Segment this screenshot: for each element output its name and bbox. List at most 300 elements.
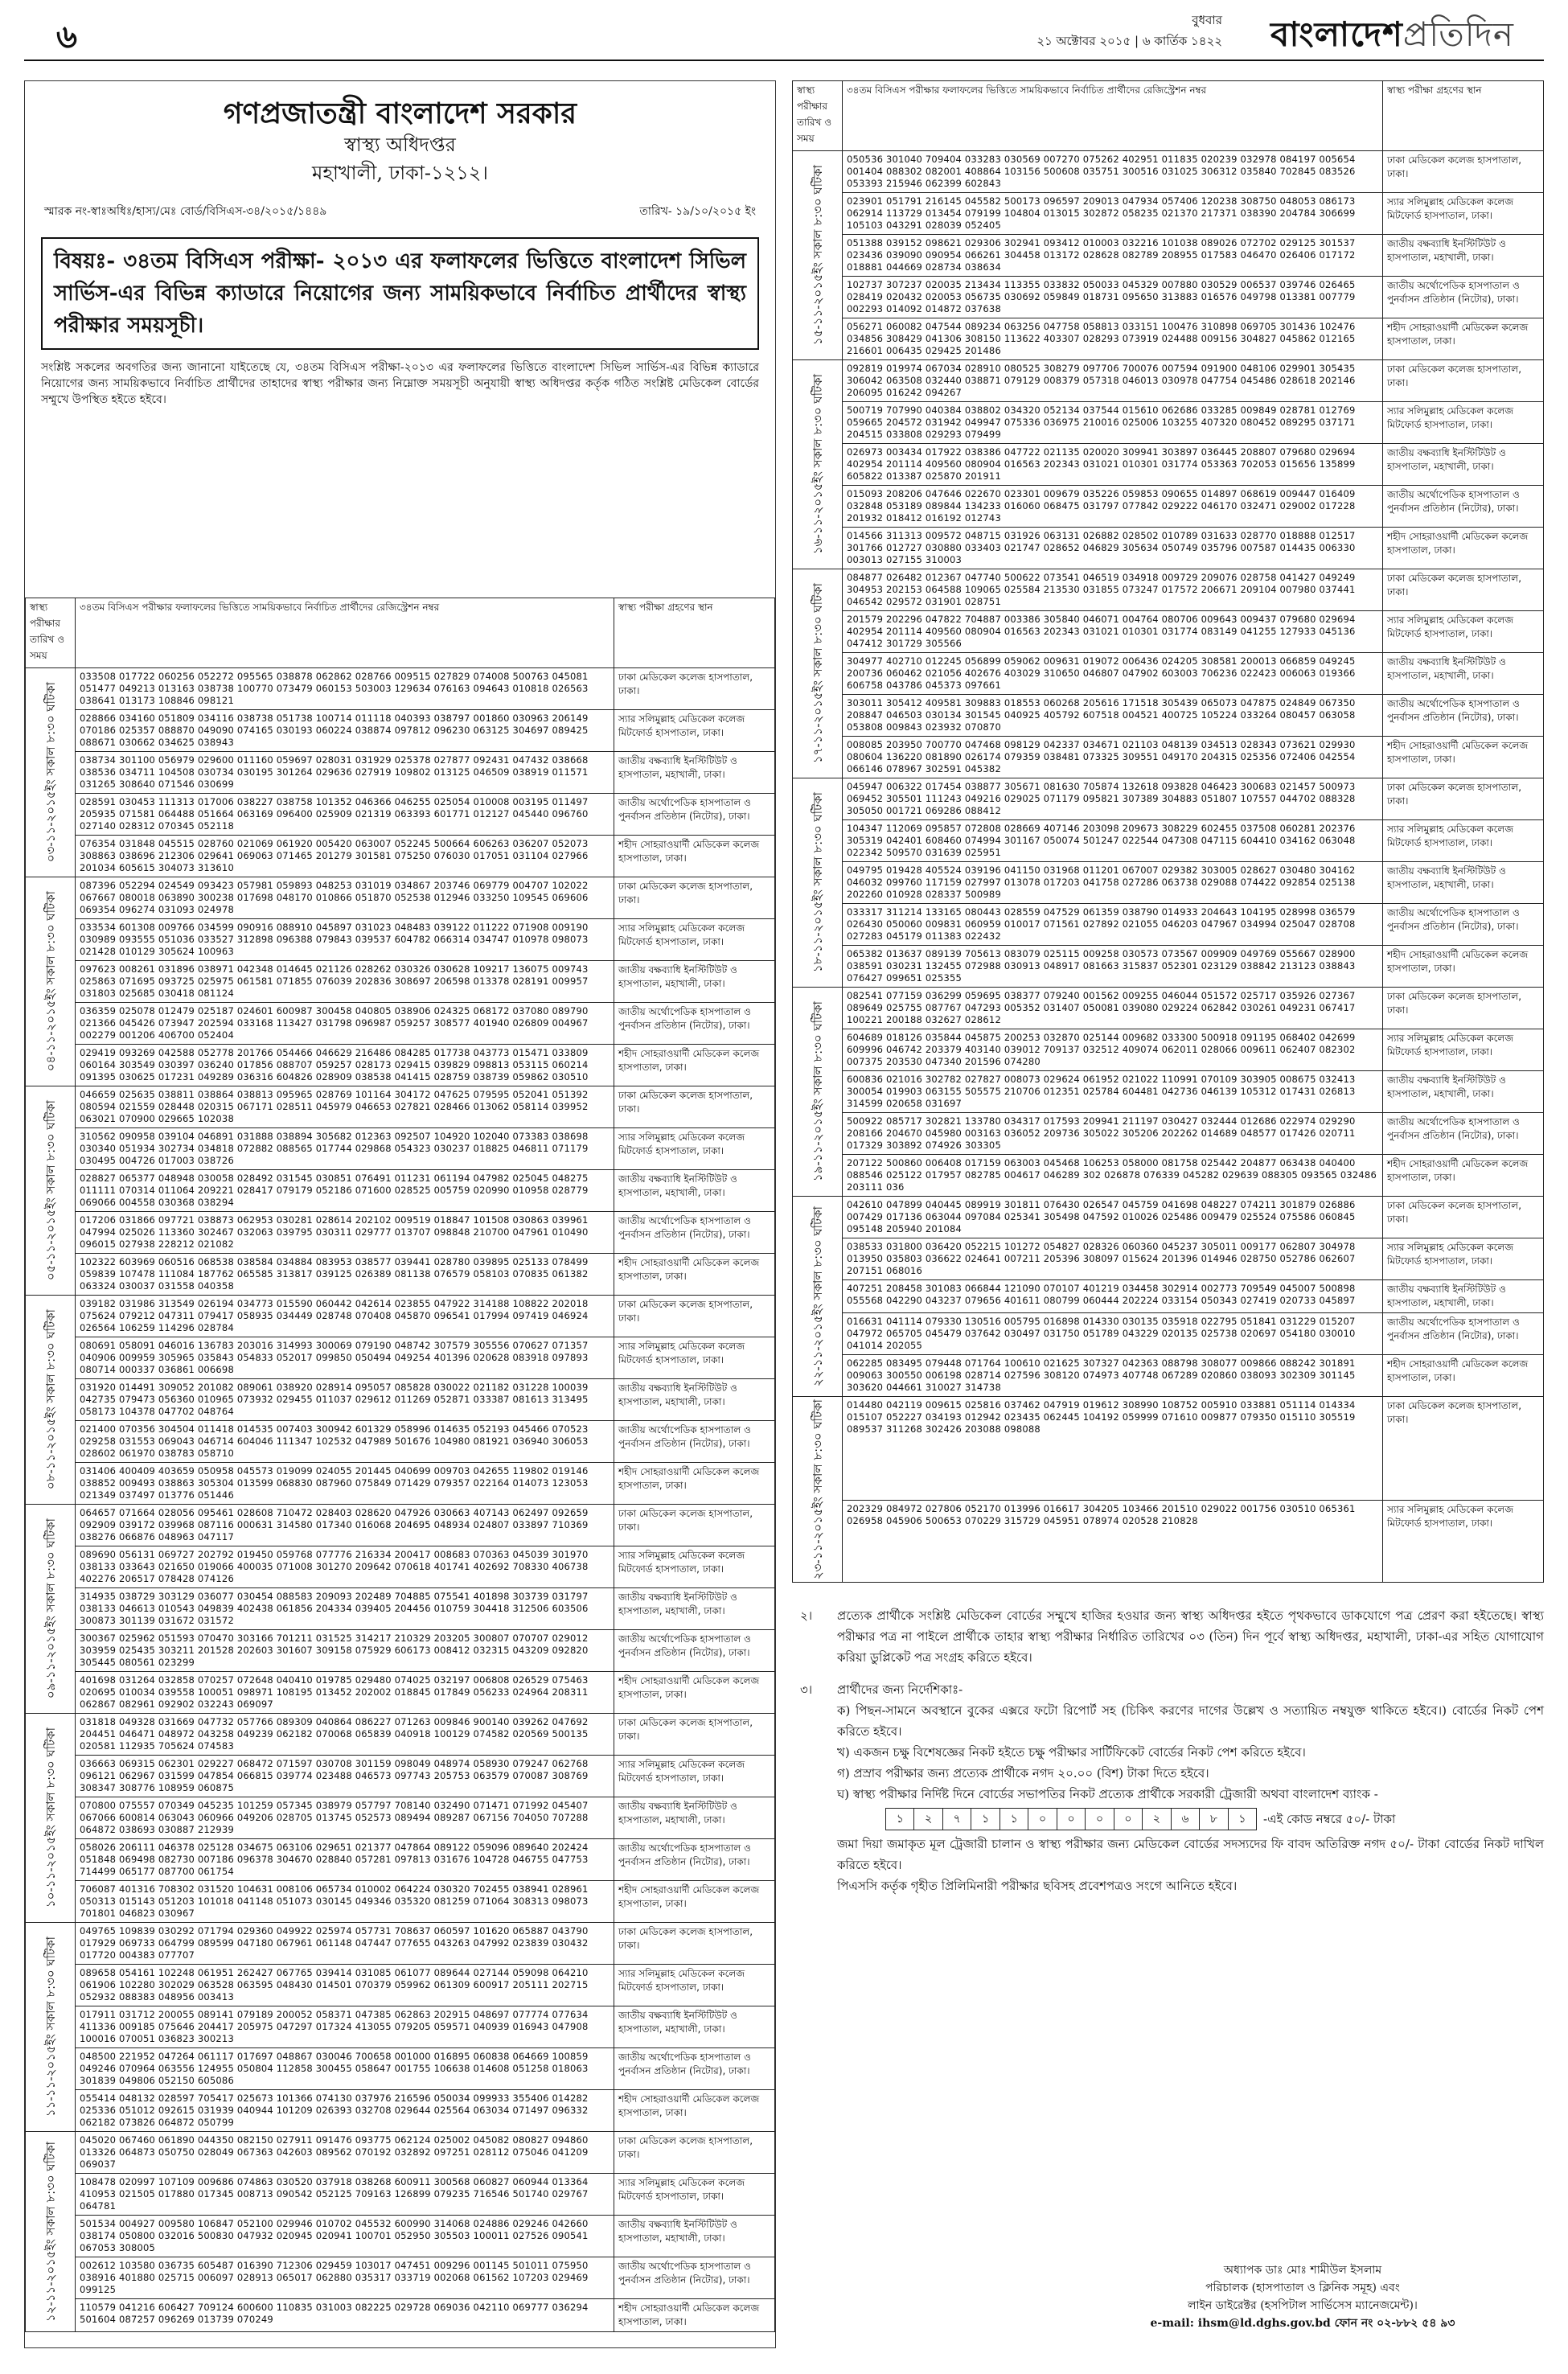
registration-numbers-cell [76, 2132, 614, 2174]
registration-numbers-cell [843, 1113, 1383, 1155]
registration-numbers: 036359 025078 012479 025187 024601 600987 300458 040805 038906 024325 068172 037080 089790 021366 045426 073947 202594 033168 113427 031798 096987 059257 308577 401940 026809 004967 002279 001206 406700 052404 [80, 1005, 589, 1041]
code-digit: ০ [1057, 1809, 1086, 1830]
code-digit: ৮ [1200, 1809, 1228, 1830]
registration-numbers: 031406 400409 403659 050958 045573 019099 024055 201445 040699 009703 042655 119802 019146 038852 009493 038863 305304 013599 068830 087960 075849 071429 079357 022164 014073 123053 021349 037497 013776 051446 [80, 1465, 589, 1501]
registration-numbers: 082541 077159 036299 059695 038377 079240 001562 009255 046044 051572 025717 035926 027367 089649 025755 087767 047293 005352 031407 050081 039080 029224 062842 030261 049231 067417 100221 200188 032627 028612 [847, 990, 1356, 1025]
header-reg: ৩৪তম বিসিএস পরীক্ষার ফলাফলের ভিত্তিতে সাময়িকভাবে নির্বাচিত প্রার্থীদের রেজিস্ট্রেশন নম্বর [76, 598, 614, 668]
table-row [26, 1839, 775, 1881]
exam-venue: জাতীয় অর্থোপেডিক হাসপাতাল ও পুনর্বাসন প্রতিষ্ঠান (নিটোর), ঢাকা। [614, 1212, 775, 1254]
notes-section [792, 1605, 1544, 1896]
exam-venue: জাতীয় বক্ষব্যাধি ইনস্টিটিউট ও হাসপাতাল, মহাখালী, ঢাকা। [1383, 444, 1544, 486]
exam-date-cell [26, 877, 76, 1086]
exam-venue: জাতীয় বক্ষব্যাধি ইনস্টিটিউট ও হাসপাতাল, মহাখালী, ঢাকা। [1383, 653, 1544, 695]
registration-numbers-cell [76, 1379, 614, 1421]
registration-numbers: 042610 047899 040445 089919 301811 076430 026547 045759 041698 048227 074211 301879 026886 007429 017136 063044 097084 025341 305498 047592 010026 025486 009479 025524 075586 060845 095148 205940 201084 [847, 1199, 1356, 1234]
table-row [26, 1881, 775, 1923]
table-header-row [26, 598, 775, 668]
exam-date-cell [26, 1923, 76, 2132]
table-row [26, 961, 775, 1003]
exam-venue: স্যার সলিমুল্লাহ মেডিকেল কলেজ মিটফোর্ড হাসপাতাল, ঢাকা। [614, 1756, 775, 1797]
registration-numbers-cell [76, 1212, 614, 1254]
exam-venue: ঢাকা মেডিকেল কলেজ হাসপাতাল, ঢাকা। [1383, 988, 1544, 1029]
registration-numbers: 056271 060082 047544 089234 063256 047758 058813 033151 100476 310898 069705 301436 102476 034856 308429 041306 308150 113622 403307 028293 073919 024488 009156 304827 045862 012165 216601 006435 029425 201486 [847, 321, 1356, 356]
exam-venue: জাতীয় বক্ষব্যাধি ইনস্টিটিউট ও হাসপাতাল, মহাখালী, ঢাকা। [1383, 862, 1544, 904]
registration-numbers: 108478 020997 107109 009686 074863 030520 037918 038268 600911 300568 060827 060944 013364 410953 021505 017880 017345 008713 090542 052125 709163 126899 079235 716546 501740 029767 064781 [80, 2176, 589, 2212]
exam-venue: শহীদ সোহরাওয়ার্দী মেডিকেল কলেজ হাসপাতাল, ঢাকা। [614, 836, 775, 877]
exam-venue: শহীদ সোহরাওয়ার্দী মেডিকেল কলেজ হাসপাতাল, ঢাকা। [614, 2090, 775, 2132]
registration-numbers-cell [76, 1296, 614, 1337]
exam-venue: ঢাকা মেডিকেল কলেজ হাসপাতাল, ঢাকা। [1383, 360, 1544, 402]
table-row [793, 778, 1544, 820]
table-row [26, 1714, 775, 1756]
table-row [26, 1045, 775, 1086]
table-row [793, 653, 1544, 695]
table-row [26, 2299, 775, 2332]
instruction-psc: পিএসসি কর্তৃক গৃহীত প্রিলিমিনারী পরীক্ষার ছবিসহ প্রবেশপত্রও সংগে আনিতে হইবে। [837, 1879, 1238, 1894]
registration-numbers: 033508 017722 060256 052272 095565 038878 062862 028766 009515 027829 074008 500763 045081 051477 049213 013163 038738 100770 073479 060153 503003 129634 076163 094643 010818 026563 038641 013173 108846 098121 [80, 671, 589, 706]
left-schedule-table-wrap [25, 598, 775, 2332]
exam-date: ০৪-১১-২০১৫ইং সকাল ৮:৩০ ঘটিকা [43, 891, 58, 1072]
registration-numbers-cell [76, 1337, 614, 1379]
instruction-kha: খ) একজন চক্ষু বিশেষজ্ঞের নিকট হইতে চক্ষু পরীক্ষার সার্টিফিকেট বোর্ডের নিকট পেশ করিতে হইবে। [837, 1745, 1306, 1760]
table-row [793, 695, 1544, 737]
right-schedule-table [792, 80, 1544, 1583]
exam-venue: ঢাকা মেডিকেল কলেজ হাসপাতাল, ঢাকা। [614, 1296, 775, 1337]
exam-date: ০৮-১১-২০১৫ইং সকাল ৮:৩০ ঘটিকা [43, 1309, 58, 1490]
registration-numbers: 300367 025962 051593 070470 303166 701211 031525 314217 210329 203205 300807 070707 029012 303959 025435 303211 201528 202603 301607 309158 075929 606173 008412 032315 043209 092820 305445 080561 023299 [80, 1633, 589, 1668]
registration-numbers-cell [843, 1029, 1383, 1071]
registration-numbers: 097623 008261 031896 038971 042348 014645 021126 028262 030326 030628 109217 136075 009743 025863 071695 093725 025975 061581 071855 076039 202836 308697 206598 013378 028191 009957 031803 025685 030418 081124 [80, 963, 589, 999]
exam-venue: স্যার সলিমুল্লাহ মেডিকেল কলেজ মিটফোর্ড হাসপাতাল, ঢাকা। [614, 1337, 775, 1379]
registration-numbers: 102322 603969 060516 068538 038584 034884 083953 038577 039441 028780 039895 025133 078499 059839 107478 111084 187762 065585 313817 039125 026389 081138 076579 058103 070835 061382 063324 030037 031558 040358 [80, 1256, 589, 1292]
table-header-row [793, 81, 1544, 151]
table-row [793, 151, 1544, 193]
exam-date-cell [793, 151, 843, 360]
registration-numbers-cell [76, 2090, 614, 2132]
exam-venue: স্যার সলিমুল্লাহ মেডিকেল কলেজ মিটফোর্ড হাসপাতাল, ঢাকা। [1383, 1501, 1544, 1583]
table-row [793, 444, 1544, 486]
exam-venue: জাতীয় বক্ষব্যাধি ইনস্টিটিউট ও হাসপাতাল, মহাখালী, ঢাকা। [1383, 1071, 1544, 1113]
table-row [793, 862, 1544, 904]
exam-venue: স্যার সলিমুল্লাহ মেডিকেল কলেজ মিটফোর্ড হাসপাতাল, ঢাকা। [614, 919, 775, 961]
table-row [26, 2048, 775, 2090]
table-row [793, 1280, 1544, 1313]
header-date: স্বাস্থ্য পরীক্ষার তারিখ ও সময় [793, 81, 843, 151]
exam-date-cell [26, 668, 76, 877]
instruction-gha: ঘ) স্বাস্থ্য পরীক্ষার নির্দিষ্ট দিনে বোর্ডের সভাপতির নিকট প্রত্যেক প্রার্থীকে সরকারী ট্রেজারী অথবা বাংলাদেশ ব্যাংক - [837, 1787, 1378, 1802]
exam-venue: স্যার সলিমুল্লাহ মেডিকেল কলেজ মিটফোর্ড হাসপাতাল, ঢাকা। [614, 1546, 775, 1588]
registration-numbers-cell [76, 1086, 614, 1128]
exam-venue: ঢাকা মেডিকেল কলেজ হাসপাতাল, ঢাকা। [614, 1714, 775, 1756]
exam-venue: স্যার সলিমুল্লাহ মেডিকেল কলেজ মিটফোর্ড হাসপাতাল, ঢাকা। [614, 1128, 775, 1170]
exam-venue: জাতীয় অর্থোপেডিক হাসপাতাল ও পুনর্বাসন প্রতিষ্ঠান (নিটোর), ঢাকা। [614, 2257, 775, 2299]
exam-venue: জাতীয় অর্থোপেডিক হাসপাতাল ও পুনর্বাসন প্রতিষ্ঠান (নিটোর), ঢাকা। [1383, 904, 1544, 946]
exam-venue: জাতীয় বক্ষব্যাধি ইনস্টিটিউট ও হাসপাতাল, মহাখালী, ঢাকা। [614, 1379, 775, 1421]
code-digit: ২ [914, 1809, 942, 1830]
exam-venue: ঢাকা মেডিকেল কলেজ হাসপাতাল, ঢাকা। [614, 2132, 775, 2174]
table-row [793, 737, 1544, 778]
registration-numbers-cell [843, 1071, 1383, 1113]
code-digit: ১ [886, 1809, 914, 1830]
department-name: স্বাস্থ্য অধিদপ্তর [344, 133, 456, 156]
table-row [26, 1337, 775, 1379]
table-row [793, 193, 1544, 235]
registration-numbers-cell [843, 235, 1383, 277]
exam-date-cell [793, 778, 843, 988]
table-row [26, 1505, 775, 1546]
exam-date: ১৮-১১-২০১৫ইং সকাল ৮:৩০ ঘটিকা [811, 792, 825, 973]
registration-numbers-cell [76, 2257, 614, 2299]
table-row [26, 1923, 775, 1965]
table-row [26, 1672, 775, 1714]
registration-numbers-cell [843, 360, 1383, 402]
code-digit: ৬ [1172, 1809, 1200, 1830]
exam-venue: ঢাকা মেডিকেল কলেজ হাসপাতাল, ঢাকা। [614, 877, 775, 919]
registration-numbers: 089658 054161 102248 061951 262427 067765 039414 031085 061077 089644 027144 059098 064210 061906 102280 302029 063528 063595 048430 014501 070379 059962 061309 600917 205111 202715 052932 088383 048956 003413 [80, 1967, 589, 2002]
exam-date-cell [793, 1197, 843, 1397]
registration-numbers: 046659 025635 038811 038864 038813 095965 028769 101164 304172 047625 079595 052041 051392 080594 021559 028448 020315 067171 028511 045979 046653 027821 028466 013062 058114 039952 063021 070900 029665 102038 [80, 1089, 589, 1124]
note-number: ৩। [800, 1682, 813, 1698]
exam-date-cell [26, 2132, 76, 2332]
table-row [26, 668, 775, 710]
registration-numbers-cell [843, 820, 1383, 862]
table-row [26, 1797, 775, 1839]
table-row [26, 1463, 775, 1505]
note-text: প্রত্যেক প্রার্থীকে সংশ্লিষ্ট মেডিকেল বোর্ডের সম্মুখে হাজির হওয়ার জন্য স্বাস্থ্য অধিদপ্তর হইতে পৃথকভাবে ডাকযোগে পত্র প্রেরণ করা হইতেছে। স্বাস্থ্য পরীক্ষার পত্র না পাইলে প্রার্থীকে তাহার স্বাস্থ্য পরীক্ষার নির্ধারিত তারিখের ০৩ (তিন) দিন পূর্বে স্বাস্থ্য অধিদপ্তর, মহাখালী, ঢাকা-এর সহিত যোগাযোগ করিয়া ডুপ্লিকেট পত্র সংগ্রহ করিতে হইবে। [837, 1608, 1544, 1665]
code-digit: ০ [1028, 1809, 1057, 1830]
notice-subject: বিষয়ঃ- ৩৪তম বিসিএস পরীক্ষা- ২০১৩ এর ফলাফলের ভিত্তিতে বাংলাদেশ সিভিল সার্ভিস-এর বিভিন্ন ক্যাডারে নিয়োগের জন্য সাময়িকভাবে নির্বাচিত প্রার্থীদের স্বাস্থ্য পরীক্ষার সময়সূচী। [41, 237, 759, 350]
table-row [26, 1379, 775, 1421]
exam-venue: জাতীয় অর্থোপেডিক হাসপাতাল ও পুনর্বাসন প্রতিষ্ঠান (নিটোর), ঢাকা। [1383, 1113, 1544, 1155]
registration-numbers-cell [76, 1630, 614, 1672]
table-row [793, 402, 1544, 444]
registration-numbers: 021400 070356 304504 011418 014535 007403 300942 601329 058996 014635 052193 045466 070523 029258 031553 069043 046714 604046 111347 102532 047989 501676 104980 081921 036940 306053 028602 061970 038783 058710 [80, 1423, 589, 1459]
table-row [793, 277, 1544, 318]
table-row [793, 1155, 1544, 1197]
code-digit: ০ [1114, 1809, 1143, 1830]
table-row [26, 1296, 775, 1337]
registration-numbers-cell [76, 2174, 614, 2216]
exam-venue: জাতীয় অর্থোপেডিক হাসপাতাল ও পুনর্বাসন প্রতিষ্ঠান (নিটোর), ঢাকা। [614, 1839, 775, 1881]
table-row [26, 2006, 775, 2048]
exam-date: ১৭-১১-২০১৫ইং সকাল ৮:৩০ ঘটিকা [811, 583, 825, 764]
registration-numbers: 049765 109839 030292 071794 029360 049922 025974 057731 708637 060597 101620 065887 043790 017929 069733 064799 089599 047180 067961 061148 047447 077655 043263 047992 023839 030432 017720 004383 077707 [80, 1925, 589, 1961]
registration-numbers-cell [76, 1714, 614, 1756]
department-address: মহাখালী, ঢাকা-১২১২। [312, 162, 488, 184]
registration-numbers: 023901 051791 216145 045582 500173 096597 209013 047934 057406 120238 308750 048053 086173 062914 113729 013454 079199 104804 013015 302872 058235 021370 217371 038390 204784 306699 105103 043291 028039 052405 [847, 195, 1356, 231]
code-tail: -এই কোড নম্বরে ৫০/- টাকা [1263, 1812, 1396, 1827]
registration-numbers-cell [76, 2006, 614, 2048]
table-row [793, 360, 1544, 402]
registration-numbers-cell [76, 1923, 614, 1965]
registration-numbers-cell [843, 1155, 1383, 1197]
exam-venue: ঢাকা মেডিকেল কলেজ হাসপাতাল, ঢাকা। [614, 1923, 775, 1965]
table-row [26, 877, 775, 919]
table-row [793, 1355, 1544, 1397]
registration-numbers: 026973 003434 017922 038386 047722 021135 020020 309941 303897 036445 208807 079680 029694 402954 201114 409560 080904 016563 202343 031021 010301 031774 053363 702053 015656 135899 605822 013387 025870 201911 [847, 446, 1356, 482]
registration-numbers: 104347 112069 095857 072808 028669 407146 203098 209673 308229 602455 037508 060281 202376 305319 042401 608460 074994 301167 050074 501247 022544 047308 047115 604410 034162 063048 022342 509570 031639 025951 [847, 823, 1356, 858]
registration-numbers: 076354 031848 045515 028760 021069 061920 005420 063007 052245 500664 606263 036207 052073 308863 038696 212306 029641 069063 071465 201279 301581 075250 076030 017051 031104 027966 201034 605615 304073 313610 [80, 838, 589, 873]
registration-numbers: 038734 301100 056979 029600 011160 059697 028031 031929 025378 027877 092431 047432 038668 038536 034711 104508 030734 030195 301264 029636 027919 109802 013125 046509 038919 011571 031265 308640 071546 030699 [80, 754, 589, 790]
registration-numbers-cell [843, 904, 1383, 946]
code-digit: ২ [1143, 1809, 1171, 1830]
exam-date-cell [26, 1086, 76, 1296]
exam-venue: ঢাকা মেডিকেল কলেজ হাসপাতাল, ঢাকা। [614, 1505, 775, 1546]
exam-venue: শহীদ সোহরাওয়ার্দী মেডিকেল কলেজ হাসপাতাল, ঢাকা। [1383, 528, 1544, 569]
signatory-name: অধ্যাপক ডাঃ মোঃ শামীউল ইসলাম [1223, 2264, 1382, 2277]
registration-numbers: 706087 401316 708302 031520 104631 008106 065734 010002 064224 030320 702455 038941 028961 050313 015143 051203 101018 041148 051073 030145 049346 035320 081259 071064 308313 098073 701801 046823 030967 [80, 1883, 589, 1919]
table-row [26, 1588, 775, 1630]
exam-date-cell [26, 1505, 76, 1714]
exam-venue: স্যার সলিমুল্লাহ মেডিকেল কলেজ মিটফোর্ড হাসপাতাল, ঢাকা। [614, 710, 775, 752]
registration-numbers-cell [843, 1197, 1383, 1238]
table-row [26, 1212, 775, 1254]
registration-numbers-cell [843, 946, 1383, 988]
registration-numbers-cell [76, 1128, 614, 1170]
instruction-ga: গ) প্রস্রাব পরীক্ষার জন্য প্রত্যেক প্রার্থীকে নগদ ২০.০০ (বিশ) টাকা দিতে হইবে। [837, 1766, 1209, 1781]
table-row [793, 1313, 1544, 1355]
exam-venue: শহীদ সোহরাওয়ার্দী মেডিকেল কলেজ হাসপাতাল, ঢাকা। [1383, 1155, 1544, 1197]
registration-numbers: 051388 039152 098621 029306 302941 093412 010003 032216 101038 089026 072702 029125 301537 023436 039090 090954 066261 304458 013172 028628 082789 208955 017583 046470 026406 017172 018881 044669 028734 038634 [847, 237, 1356, 273]
table-row [793, 820, 1544, 862]
registration-numbers-cell [76, 961, 614, 1003]
registration-numbers: 028827 065377 048948 030058 028492 031545 030851 076491 011231 061194 047982 025045 048275 011111 070314 011064 209221 028417 079179 052186 071600 028525 005759 020990 010958 028779 069066 004558 030368 038294 [80, 1173, 589, 1208]
registration-numbers-cell [76, 1003, 614, 1045]
exam-date-cell [793, 1397, 843, 1583]
exam-venue: জাতীয় বক্ষব্যাধি ইনস্টিটিউট ও হাসপাতাল, মহাখালী, ঢাকা। [614, 752, 775, 794]
exam-venue: ঢাকা মেডিকেল কলেজ হাসপাতাল, ঢাকা। [614, 668, 775, 710]
registration-numbers: 303011 305412 409581 309883 018553 060268 205616 171518 305439 065073 047875 024849 067350 208847 046503 030134 301545 040925 405792 607518 004521 400725 105224 033264 080457 063058 053808 009843 023932 070870 [847, 697, 1356, 733]
registration-numbers: 084877 026482 012367 047740 500622 073541 046519 034918 009729 209076 028758 041427 049249 304953 202153 064588 109065 025584 213530 031855 073247 017572 206671 209104 007980 037441 046542 029572 031901 028751 [847, 572, 1356, 607]
exam-venue: শহীদ সোহরাওয়ার্দী মেডিকেল কলেজ হাসপাতাল, ঢাকা। [1383, 737, 1544, 778]
registration-numbers-cell [76, 752, 614, 794]
exam-venue: জাতীয় অর্থোপেডিক হাসপাতাল ও পুনর্বাসন প্রতিষ্ঠান (নিটোর), ঢাকা। [1383, 695, 1544, 737]
registration-numbers: 028866 034160 051809 034116 038738 051738 100714 011118 040393 038797 001860 030963 206149 070186 025357 088870 049090 074165 030193 060224 038874 097812 096230 063125 304697 089425 088671 030662 034625 038943 [80, 713, 589, 748]
exam-date-cell [793, 569, 843, 778]
registration-numbers-cell [843, 1397, 1383, 1501]
government-title: গণপ্রজাতন্ত্রী বাংলাদেশ সরকার [223, 97, 577, 130]
registration-numbers-cell [76, 1546, 614, 1588]
exam-venue: স্যার সলিমুল্লাহ মেডিকেল কলেজ মিটফোর্ড হাসপাতাল, ঢাকা। [1383, 820, 1544, 862]
exam-venue: জাতীয় বক্ষব্যাধি ইনস্টিটিউট ও হাসপাতাল, মহাখালী, ঢাকা। [614, 961, 775, 1003]
exam-venue: জাতীয় বক্ষব্যাধি ইনস্টিটিউট ও হাসপাতাল, মহাখালী, ঢাকা। [614, 1797, 775, 1839]
registration-numbers-cell [843, 528, 1383, 569]
registration-numbers-cell [843, 1313, 1383, 1355]
registration-numbers-cell [843, 653, 1383, 695]
table-row [793, 988, 1544, 1029]
registration-numbers: 102737 307237 020035 213434 113355 033832 050033 045329 007880 030529 006537 039746 026465 028419 020432 020053 056735 030692 059849 018731 095650 313883 016576 049798 013381 007779 002293 014092 014872 037638 [847, 279, 1356, 314]
code-digit: ১ [971, 1809, 999, 1830]
registration-numbers: 202329 084972 027806 052170 013996 016617 304205 103466 201510 029022 001756 030510 065361 026958 045906 500653 070229 315729 045951 078974 020528 210828 [847, 1503, 1356, 1527]
instructions-title: প্রার্থীদের জন্য নির্দেশিকাঃ- [837, 1682, 963, 1698]
exam-venue: শহীদ সোহরাওয়ার্দী মেডিকেল কলেজ হাসপাতাল, ঢাকা। [614, 1254, 775, 1296]
registration-numbers: 314935 038729 303129 036077 030454 088583 209093 202489 704885 075541 401898 303739 031797 038133 046613 010543 049839 402438 061856 204334 039405 204456 010759 304418 312506 603506 300873 301139 031672 031572 [80, 1591, 589, 1626]
issue-day: বুধবার [1192, 13, 1222, 27]
table-row [26, 794, 775, 836]
exam-venue: শহীদ সোহরাওয়ার্দী মেডিকেল কলেজ হাসপাতাল, ঢাকা। [614, 1672, 775, 1714]
exam-venue: জাতীয় বক্ষব্যাধি ইনস্টিটিউট ও হাসপাতাল, মহাখালী, ঢাকা। [1383, 1280, 1544, 1313]
exam-venue: স্যার সলিমুল্লাহ মেডিকেল কলেজ মিটফোর্ড হাসপাতাল, ঢাকা। [614, 1965, 775, 2006]
header-date: স্বাস্থ্য পরীক্ষার তারিখ ও সময় [26, 598, 76, 668]
exam-venue: ঢাকা মেডিকেল কলেজ হাসপাতাল, ঢাকা। [1383, 1397, 1544, 1501]
registration-numbers: 014566 311313 009572 048715 031926 063131 026882 028502 010789 031633 028770 018888 012517 301766 012727 030880 033403 021747 028652 046829 305634 050749 035796 007587 014435 006330 003013 027155 310003 [847, 530, 1356, 565]
table-row [26, 2174, 775, 2216]
page-number: ৬ [56, 18, 78, 55]
registration-numbers: 039182 031986 313549 026194 034773 015590 060442 042614 023855 047922 314188 108822 202018 075624 079212 047311 079417 058935 034449 028748 070408 045870 096541 017994 097419 046924 026564 106259 114296 028784 [80, 1298, 589, 1333]
signature-block [1077, 2261, 1528, 2332]
registration-numbers: 070800 075557 070349 045235 101259 057345 038979 057797 708140 032490 071471 071992 045407 067066 600814 063043 060966 049206 028705 013745 052573 089494 089287 067156 704050 707288 064872 038693 030887 212939 [80, 1800, 589, 1835]
registration-numbers: 207122 500860 006408 017159 063003 045468 106253 058000 081758 025442 204877 063438 040400 088546 025122 017957 082785 004617 046289 302 026878 076339 045282 029639 088305 093565 032486 203111 036 [847, 1157, 1377, 1193]
registration-numbers: 050536 301040 709404 033283 030569 007270 075262 402951 011835 020239 032978 084197 005654 001404 088302 082001 408864 103156 500608 035751 300516 031025 306312 035840 702845 083526 053393 215946 062399 602843 [847, 154, 1356, 189]
table-row [793, 946, 1544, 988]
table-row [793, 235, 1544, 277]
logo-main: বাংলাদেশ [1270, 14, 1403, 54]
table-row [793, 1397, 1544, 1501]
registration-numbers: 033317 311214 133165 080443 028559 047529 061359 038790 014933 204643 104195 028998 036579 026430 050060 009831 060959 010017 071561 027892 021055 046203 047967 034994 025047 028708 027283 045179 011383 022432 [847, 906, 1356, 942]
exam-date-cell [26, 1714, 76, 1923]
table-row [793, 1029, 1544, 1071]
exam-date: ২৩-১১-২০১৫ইং সকাল ৮:৩০ ঘটিকা [811, 1399, 825, 1580]
exam-venue: জাতীয় অর্থোপেডিক হাসপাতাল ও পুনর্বাসন প্রতিষ্ঠান (নিটোর), ঢাকা। [614, 1003, 775, 1045]
registration-numbers: 031818 049328 031669 047732 057766 089309 040864 086227 071263 009846 900140 039262 047692 204451 046471 048972 043258 049239 062182 070068 065839 040918 100129 074582 020569 500135 020581 112935 705624 074583 [80, 1716, 589, 1752]
exam-venue: জাতীয় বক্ষব্যাধি ইনস্টিটিউট ও হাসপাতাল, মহাখালী, ঢাকা। [614, 2006, 775, 2048]
registration-numbers-cell [843, 737, 1383, 778]
registration-numbers: 201579 202296 047822 704887 003386 305840 046071 004764 080706 009643 009437 079680 029694 402954 201114 409560 080904 016563 202343 031021 010301 031774 083149 041255 127933 045136 047412 301729 305566 [847, 614, 1356, 649]
registration-numbers: 064657 071664 028056 095461 028608 710472 028403 028620 047926 030663 407143 062497 092659 092909 039172 039968 087116 000631 314580 017340 016068 204695 048934 024807 033897 710369 038276 066876 048963 047117 [80, 1507, 589, 1542]
left-schedule-table [25, 598, 775, 2332]
table-row [793, 318, 1544, 360]
exam-venue: স্যার সলিমুল্লাহ মেডিকেল কলেজ মিটফোর্ড হাসপাতাল, ঢাকা। [1383, 402, 1544, 444]
instruction-ka: ক) পিছন-সামনে অবস্থানে বুকের এক্সরে ফটো রিপোর্ট সহ (চিকিৎ করণের দাগের উল্লেখ ও সত্যায়িত নম্বযুক্ত থাকিতে হইবে।) বোর্ডের নিকট পেশ করিতে হইবে। [837, 1703, 1544, 1739]
registration-numbers-cell [843, 988, 1383, 1029]
registration-numbers: 501534 004927 009580 106847 052100 029946 010702 045532 600990 314068 024886 029246 042660 038174 050800 032016 500830 047932 020945 020941 100701 052950 305503 100011 027526 090541 067053 308005 [80, 2218, 589, 2253]
registration-numbers-cell [76, 1463, 614, 1505]
registration-numbers: 065382 013637 089139 705613 083079 025115 009258 030573 073567 009909 049769 055667 028900 038591 030231 132455 072988 030913 048917 081663 315837 052301 023129 038842 213123 038843 076427 099651 025355 [847, 948, 1356, 984]
registration-numbers: 029419 093269 042588 052778 201766 054466 046629 216486 084285 017738 043773 015471 033809 060164 303549 030397 036240 017856 088707 059257 028173 029415 039829 098813 053115 060214 091395 030625 017231 049289 036316 604826 028909 038538 041415 028759 038739 059862 030510 [80, 1047, 589, 1082]
registration-numbers-cell [843, 151, 1383, 193]
registration-numbers: 036663 069315 062301 029227 068472 071597 030708 301159 098049 048974 058930 079247 062768 096121 062967 031599 047854 066815 039774 023488 046573 097743 205753 063579 070087 308769 308347 308776 108959 060875 [80, 1758, 589, 1793]
table-row [26, 710, 775, 752]
exam-venue: স্যার সলিমুল্লাহ মেডিকেল কলেজ মিটফোর্ড হাসপাতাল, ঢাকা। [1383, 1238, 1544, 1280]
table-row [26, 2090, 775, 2132]
registration-numbers-cell [843, 1355, 1383, 1397]
table-row [26, 919, 775, 961]
exam-date: ০৫-১১-২০১৫ইং সকাল ৮:৩০ ঘটিকা [43, 1100, 58, 1281]
registration-numbers-cell [76, 2216, 614, 2257]
registration-numbers-cell [843, 486, 1383, 528]
registration-numbers-cell [843, 778, 1383, 820]
registration-numbers: 016631 041114 079330 130516 005795 016898 014330 030135 035918 022795 051841 031229 015207 047972 065705 045479 037642 030497 031750 051789 043229 020135 025738 020697 054180 030010 041014 202055 [847, 1316, 1356, 1351]
registration-numbers: 014480 042119 009615 025816 037462 047919 019612 308990 108752 005910 033881 051114 014334 015107 052227 034193 012942 023435 062445 104192 059999 071610 009877 079350 015110 305519 089537 311268 302426 203088 098088 [847, 1399, 1356, 1435]
table-row [26, 752, 775, 794]
registration-numbers: 401698 031264 032858 070257 072648 040410 019785 029480 074025 032197 006808 026529 075463 020695 010034 039558 100051 098971 108195 013452 202002 018845 017849 056233 024964 208311 062867 082961 092902 032243 069097 [80, 1674, 589, 1710]
table-row [26, 1170, 775, 1212]
memo-date: তারিখ- ১৯/১০/২০১৫ ইং [639, 205, 756, 218]
exam-venue: ঢাকা মেডিকেল কলেজ হাসপাতাল, ঢাকা। [1383, 1197, 1544, 1238]
code-digit: ০ [1086, 1809, 1114, 1830]
registration-numbers-cell [843, 402, 1383, 444]
registration-numbers-cell [76, 1588, 614, 1630]
exam-venue: শহীদ সোহরাওয়ার্দী মেডিকেল কলেজ হাসপাতাল, ঢাকা। [614, 1463, 775, 1505]
registration-numbers: 080691 058091 046016 136783 203016 314993 300069 079190 048742 307579 305556 070627 071357 040906 009959 305965 035843 054833 052017 099850 050494 049254 401396 020628 083918 097893 080714 000337 036861 006698 [80, 1340, 589, 1375]
exam-date-cell [793, 360, 843, 569]
table-row [26, 2132, 775, 2174]
newspaper-logo [1270, 8, 1514, 65]
table-row [793, 486, 1544, 528]
registration-numbers-cell [76, 1672, 614, 1714]
table-row [793, 569, 1544, 611]
exam-venue: স্যার সলিমুল্লাহ মেডিকেল কলেজ মিটফোর্ড হাসপাতাল, ঢাকা। [614, 2174, 775, 2216]
exam-venue: স্যার সলিমুল্লাহ মেডিকেল কলেজ মিটফোর্ড হাসপাতাল, ঢাকা। [1383, 193, 1544, 235]
right-column [792, 80, 1544, 2348]
code-digit: ১ [1238, 1813, 1246, 1826]
exam-venue: স্যার সলিমুল্লাহ মেডিকেল কলেজ মিটফোর্ড হাসপাতাল, ঢাকা। [1383, 611, 1544, 653]
table-row [26, 1965, 775, 2006]
code-row [837, 1805, 1544, 1834]
exam-venue: শহীদ সোহরাওয়ার্দী মেডিকেল কলেজ হাসপাতাল, ঢাকা। [1383, 318, 1544, 360]
exam-date: ২২-১১-২০১৫ইং সকাল ৮:৩০ ঘটিকা [811, 1205, 825, 1387]
registration-numbers-cell [76, 710, 614, 752]
exam-venue: ঢাকা মেডিকেল কলেজ হাসপাতাল, ঢাকা। [1383, 778, 1544, 820]
table-row [793, 1071, 1544, 1113]
table-row [26, 1546, 775, 1588]
exam-venue: জাতীয় অর্থোপেডিক হাসপাতাল ও পুনর্বাসন প্রতিষ্ঠান (নিটোর), ঢাকা। [614, 1630, 775, 1672]
registration-numbers-cell [843, 862, 1383, 904]
registration-numbers-cell [843, 193, 1383, 235]
registration-numbers-cell [76, 794, 614, 836]
table-row [26, 1421, 775, 1463]
registration-numbers-cell [76, 2048, 614, 2090]
exam-venue: জাতীয় বক্ষব্যাধি ইনস্টিটিউট ও হাসপাতাল, মহাখালী, ঢাকা। [614, 1588, 775, 1630]
exam-venue: শহীদ সোহরাওয়ার্দী মেডিকেল কলেজ হাসপাতাল, ঢাকা। [614, 1045, 775, 1086]
exam-venue: জাতীয় অর্থোপেডিক হাসপাতাল ও পুনর্বাসন প্রতিষ্ঠান (নিটোর), ঢাকা। [614, 2048, 775, 2090]
registration-numbers: 087396 052294 024549 093423 057981 059893 048253 031019 034867 203746 069779 004707 102022 067667 080018 063890 300238 017698 048170 010866 051870 052538 012946 033250 109545 069606 069354 096274 031093 024978 [80, 880, 589, 915]
registration-numbers-cell [843, 695, 1383, 737]
exam-date: ১২-১১-২০১৫ইং সকাল ৮:৩০ ঘটিকা [43, 2141, 58, 2323]
exam-venue: জাতীয় বক্ষব্যাধি ইনস্টিটিউট ও হাসপাতাল, মহাখালী, ঢাকা। [614, 2216, 775, 2257]
registration-numbers-cell [76, 1505, 614, 1546]
exam-date: ১১-১১-২০১৫ইং সকাল ৮:৩০ ঘটিকা [43, 1937, 58, 2117]
exam-date: ০৩-১১-২০১৫ইং সকাল ৮:৩০ ঘটিকা [43, 682, 58, 863]
registration-numbers-cell [76, 668, 614, 710]
registration-numbers: 045947 006322 017454 038877 305671 081630 705874 132618 093828 046423 300683 021457 500973 069452 305501 111243 049216 029025 071179 095821 307389 304883 051807 107557 044702 088328 305050 001721 069286 088412 [847, 781, 1356, 816]
exam-venue: জাতীয় অর্থোপেডিক হাসপাতাল ও পুনর্বাসন প্রতিষ্ঠান (নিটোর), ঢাকা। [1383, 1313, 1544, 1355]
exam-venue: ঢাকা মেডিকেল কলেজ হাসপাতাল, ঢাকা। [614, 1086, 775, 1128]
exam-venue: জাতীয় অর্থোপেডিক হাসপাতাল ও পুনর্বাসন প্রতিষ্ঠান (নিটোর), ঢাকা। [1383, 486, 1544, 528]
masthead [24, 8, 1544, 61]
table-row [26, 2216, 775, 2257]
registration-numbers-cell [76, 1170, 614, 1212]
exam-venue: জাতীয় বক্ষব্যাধি ইনস্টিটিউট ও হাসপাতাল, মহাখালী, ঢাকা। [614, 1170, 775, 1212]
exam-venue: স্যার সলিমুল্লাহ মেডিকেল কলেজ মিটফোর্ড হাসপাতাল, ঢাকা। [1383, 1029, 1544, 1071]
registration-numbers-cell [76, 1965, 614, 2006]
code-digit: ৭ [943, 1809, 971, 1830]
table-row [26, 1756, 775, 1797]
registration-numbers-cell [76, 2299, 614, 2332]
registration-numbers-cell [843, 277, 1383, 318]
registration-numbers-cell [843, 444, 1383, 486]
exam-venue: শহীদ সোহরাওয়ার্দী মেডিকেল কলেজ হাসপাতাল, ঢাকা। [614, 1881, 775, 1923]
registration-numbers: 062285 083495 079448 071764 100610 021625 307327 042363 088798 308077 009866 088242 301891 009063 300550 006198 028714 027596 308120 074973 407748 067289 020860 038093 302309 301145 303620 044661 310027 314738 [847, 1357, 1356, 1393]
header-place: স্বাস্থ্য পরীক্ষা গ্রহণের স্থান [1383, 81, 1544, 151]
left-column [24, 80, 776, 2348]
registration-numbers: 028591 030453 111313 017006 038227 038758 101352 046366 046255 025054 010008 003195 011497 205935 071581 064488 051664 063169 096400 025909 021319 063393 601771 012127 045440 096760 027140 028312 070345 052118 [80, 796, 589, 832]
registration-numbers-cell [843, 611, 1383, 653]
registration-numbers: 055414 048132 028597 705417 025673 101366 074130 037976 216596 050034 099933 355406 014282 025336 051012 092615 031939 040944 101209 026393 032708 029644 025564 063034 071497 096332 062182 073826 064872 050799 [80, 2093, 589, 2128]
exam-date: ১৬-১১-২০১৫ইং সকাল ৮:৩০ ঘটিকা [811, 374, 825, 555]
exam-date: ১৫-১১-২০১৫ইং সকাল ৮:৩০ ঘটিকা [811, 165, 825, 346]
table-row [26, 1128, 775, 1170]
